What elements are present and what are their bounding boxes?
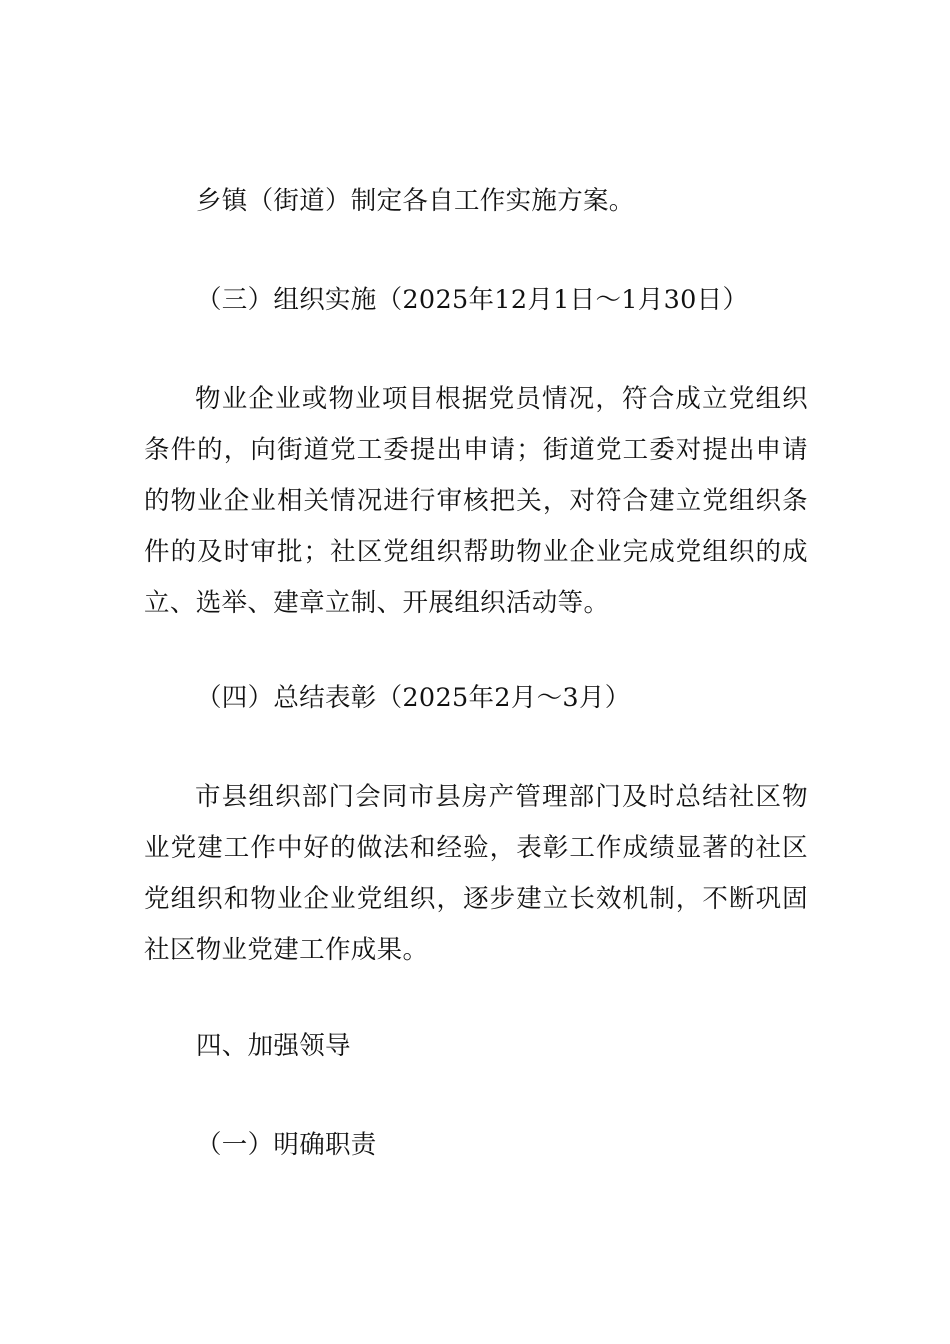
paragraph-summary: 市县组织部门会同市县房产管理部门及时总结社区物业党建工作中好的做法和经验，表彰工作成绩显著的社区党组织和物业企业党组织，逐步建立长效机制，不断巩固社区物业党建工作成果。 bbox=[144, 782, 808, 965]
paragraph-implementation: 物业企业或物业项目根据党员情况，符合成立党组织条件的，向街道党工委提出申请；街道党工委对提出申请的物业企业相关情况进行审核把关，对符合建立党组织条件的及时审批；社区党组织帮助物业企业完成党组织的成立、选举、建章立制、开展组织活动等。 bbox=[144, 384, 808, 618]
section-heading-strengthen-leadership: 四、加强领导 bbox=[196, 1031, 351, 1061]
subheading-clarify-responsibilities: （一）明确职责 bbox=[196, 1130, 377, 1160]
subheading-summary-commendation: （四）总结表彰（2025年2月～3月） bbox=[196, 683, 631, 713]
paragraph-continuation: 乡镇（街道）制定各自工作实施方案。 bbox=[196, 186, 635, 216]
subheading-organize-implement: （三）组织实施（2025年12月1日～1月30日） bbox=[196, 285, 749, 315]
